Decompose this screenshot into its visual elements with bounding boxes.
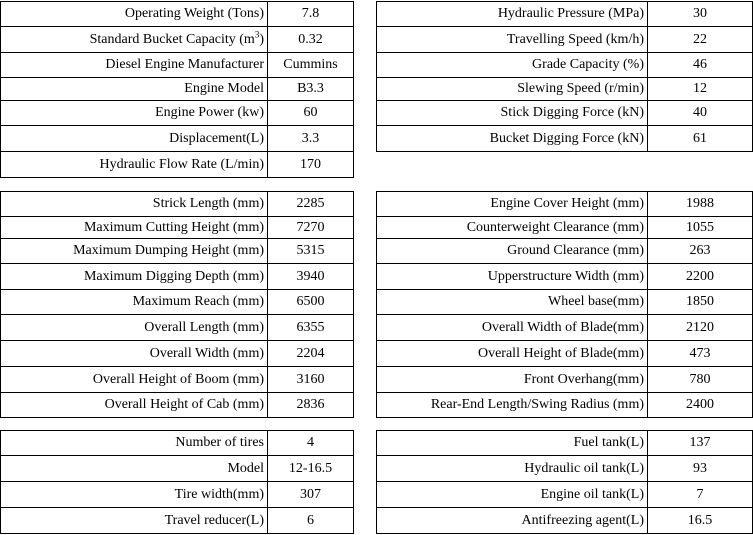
spec-value: 2204 [268, 341, 354, 367]
spec-value: 2400 [648, 393, 753, 418]
spec-value: 263 [648, 239, 753, 264]
spec-label: Grade Capacity (%) [377, 53, 648, 78]
spec-label: Maximum Reach (mm) [1, 290, 268, 315]
spec-label: Maximum Dumping Height (mm) [1, 239, 268, 264]
spec-label: Stick Digging Force (kN) [377, 101, 648, 126]
spec-value: 0.32 [268, 27, 354, 53]
spec-value: 780 [648, 367, 753, 393]
spec-row [1, 126, 354, 152]
spec-row [377, 2, 753, 27]
spec-row [377, 456, 753, 482]
spec-label: Rear-End Length/Swing Radius (mm) [377, 393, 648, 418]
spec-label: Upperstructure Width (mm) [377, 264, 648, 290]
spec-table-general-left [0, 1, 354, 178]
spec-value: 4 [268, 431, 354, 456]
spec-row [377, 78, 753, 101]
spec-row [1, 482, 354, 508]
spec-value: 6 [268, 508, 354, 534]
spec-row [377, 101, 753, 126]
spec-label: Travel reducer(L) [1, 508, 268, 534]
spec-label: Tire width(mm) [1, 482, 268, 508]
spec-value: 1988 [648, 192, 753, 217]
spec-value: 1850 [648, 290, 753, 315]
spec-label: Hydraulic Pressure (MPa) [377, 2, 648, 27]
spec-row [377, 264, 753, 290]
spec-row [1, 192, 354, 217]
spec-value: 3.3 [268, 126, 354, 152]
spec-table-dimensions-right [376, 191, 753, 418]
spec-value: 12-16.5 [268, 456, 354, 482]
spec-row [1, 53, 354, 78]
spec-row [1, 315, 354, 341]
spec-value: 2836 [268, 393, 354, 418]
spec-table-capacities-right [376, 430, 753, 534]
spec-row [377, 27, 753, 53]
spec-value: 12 [648, 78, 753, 101]
spec-value: 2120 [648, 315, 753, 341]
spec-label: Maximum Digging Depth (mm) [1, 264, 268, 290]
spec-value: 16.5 [648, 508, 753, 534]
spec-label: Travelling Speed (km/h) [377, 27, 648, 53]
spec-row [1, 393, 354, 418]
spec-row [377, 508, 753, 534]
spec-row [1, 341, 354, 367]
spec-label: Front Overhang(mm) [377, 367, 648, 393]
spec-row [1, 367, 354, 393]
spec-table-general-right [376, 1, 753, 152]
spec-value: 40 [648, 101, 753, 126]
spec-row [377, 192, 753, 217]
spec-value: 2285 [268, 192, 354, 217]
spec-label: Overall Height of Boom (mm) [1, 367, 268, 393]
spec-label: Strick Length (mm) [1, 192, 268, 217]
spec-value: 3940 [268, 264, 354, 290]
spec-row [377, 431, 753, 456]
spec-label: Standard Bucket Capacity $(m^3)$ [1, 27, 268, 53]
spec-row [1, 101, 354, 126]
spec-value: B3.3 [268, 78, 354, 101]
spec-value: 473 [648, 341, 753, 367]
spec-label: Ground Clearance (mm) [377, 239, 648, 264]
spec-row [377, 393, 753, 418]
spec-value: 61 [648, 126, 753, 152]
spec-row [377, 341, 753, 367]
spec-label: Model [1, 456, 268, 482]
spec-label: Number of tires [1, 431, 268, 456]
spec-label: Maximum Cutting Height (mm) [1, 217, 268, 239]
spec-value: 1055 [648, 217, 753, 239]
spec-label: Engine Cover Height (mm) [377, 192, 648, 217]
spec-label: Engine Power (kw) [1, 101, 268, 126]
spec-row [377, 53, 753, 78]
spec-label: Fuel tank(L) [377, 431, 648, 456]
spec-table-dimensions-left [0, 191, 354, 418]
spec-row [377, 315, 753, 341]
spec-table-tires-left [0, 430, 354, 534]
spec-label: Counterweight Clearance (mm) [377, 217, 648, 239]
spec-row [1, 456, 354, 482]
spec-label: Bucket Digging Force (kN) [377, 126, 648, 152]
spec-label: Overall Width of Blade(mm) [377, 315, 648, 341]
spec-label: Overall Height of Blade(mm) [377, 341, 648, 367]
spec-label: Slewing Speed (r/min) [377, 78, 648, 101]
spec-row [377, 126, 753, 152]
spec-value: 30 [648, 2, 753, 27]
spec-row [1, 2, 354, 27]
spec-row [377, 367, 753, 393]
spec-row [377, 239, 753, 264]
spec-value: 22 [648, 27, 753, 53]
spec-row [1, 508, 354, 534]
spec-label: Overall Width (mm) [1, 341, 268, 367]
spec-value: 7 [648, 482, 753, 508]
spec-row [1, 264, 354, 290]
spec-value: 2200 [648, 264, 753, 290]
spec-value: 307 [268, 482, 354, 508]
spec-label: Wheel base(mm) [377, 290, 648, 315]
spec-value: 60 [268, 101, 354, 126]
spec-row [1, 239, 354, 264]
spec-value: 3160 [268, 367, 354, 393]
spec-label: Hydraulic oil tank(L) [377, 456, 648, 482]
spec-row [377, 482, 753, 508]
spec-row [377, 290, 753, 315]
spec-label: Overall Length (mm) [1, 315, 268, 341]
spec-value: 6355 [268, 315, 354, 341]
spec-value: 137 [648, 431, 753, 456]
spec-row [1, 152, 354, 178]
spec-row [1, 27, 354, 53]
spec-row [1, 217, 354, 239]
spec-value: 5315 [268, 239, 354, 264]
spec-row [1, 78, 354, 101]
spec-value: 46 [648, 53, 753, 78]
spec-value: 6500 [268, 290, 354, 315]
spec-label: Displacement(L) [1, 126, 268, 152]
spec-label: Engine Model [1, 78, 268, 101]
spec-label: Hydraulic Flow Rate (L/min) [1, 152, 268, 178]
spec-row [1, 431, 354, 456]
spec-label: Operating Weight (Tons) [1, 2, 268, 27]
spec-value: 7.8 [268, 2, 354, 27]
spec-label: Engine oil tank(L) [377, 482, 648, 508]
spec-value: 93 [648, 456, 753, 482]
spec-value: Cummins [268, 53, 354, 78]
spec-label: Antifreezing agent(L) [377, 508, 648, 534]
spec-value: 7270 [268, 217, 354, 239]
spec-label: Diesel Engine Manufacturer [1, 53, 268, 78]
spec-row [1, 290, 354, 315]
spec-row [377, 217, 753, 239]
spec-value: 170 [268, 152, 354, 178]
spec-label: Overall Height of Cab (mm) [1, 393, 268, 418]
